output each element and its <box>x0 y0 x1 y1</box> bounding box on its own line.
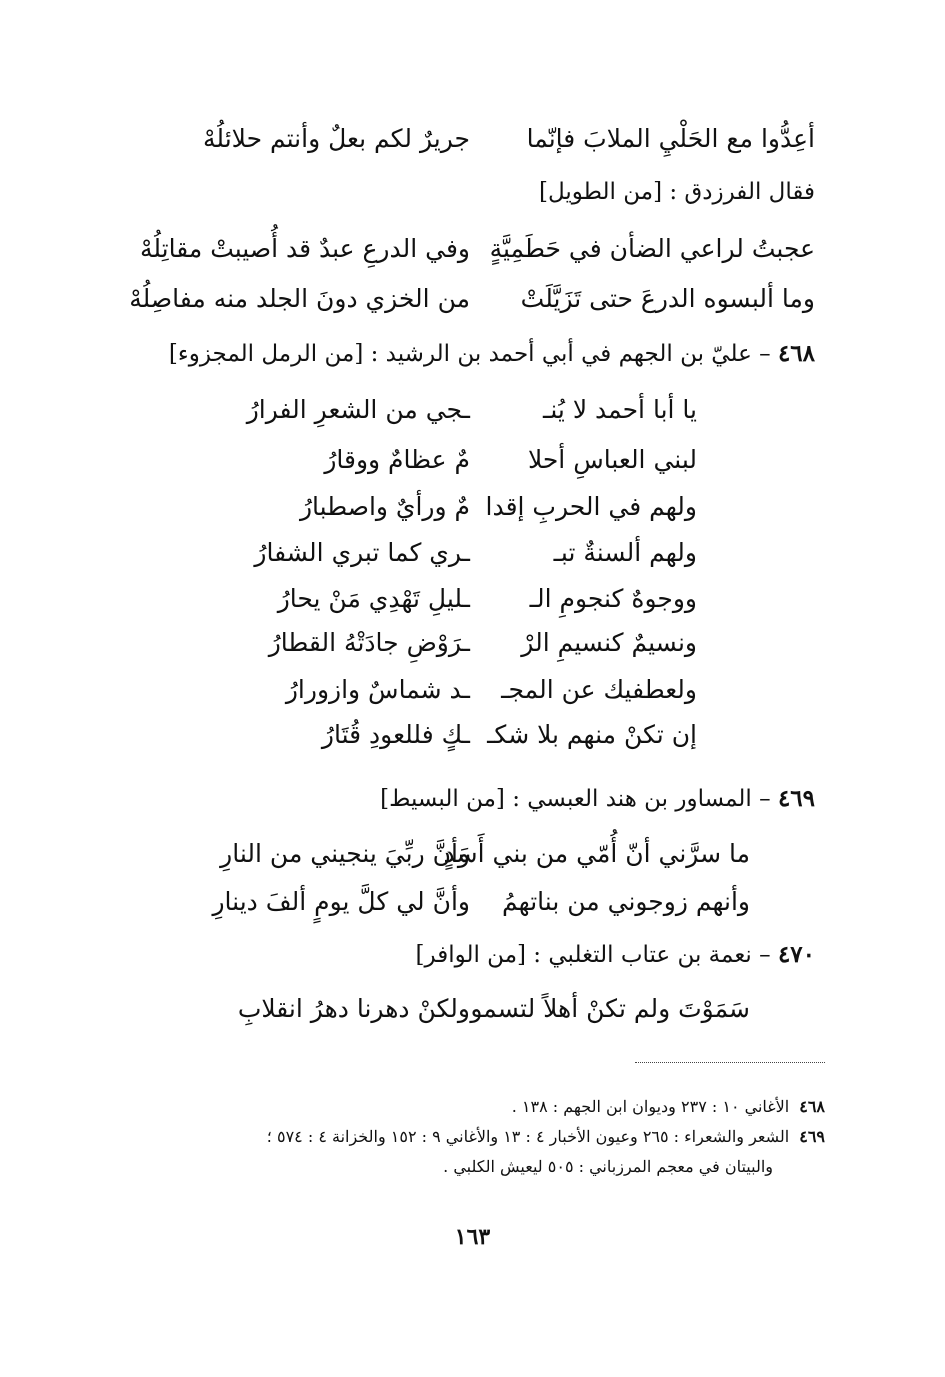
section-heading <box>380 783 815 815</box>
footnote-text: والبيتان في معجم المرزباني : ٥٠٥ ليعيش الكلبي . <box>443 1157 773 1176</box>
section-title: – عليّ بن الجهم في أبي أحمد بن الرشيد : [من الرمل المجزوء] <box>168 341 771 367</box>
verse-hemistich: وما ألبسوه الدرعَ حتى تَزَيَّلَتْ <box>520 284 815 313</box>
verse-hemistich: يا أبا أحمد لا يُنـ <box>543 395 697 424</box>
section-title: – نعمة بن عتاب التغلبي : [من الوافر] <box>415 942 771 968</box>
section-heading <box>416 939 815 971</box>
verse-hemistich: ـرَوْضِ جادَتْهُ القطارُ <box>268 628 470 657</box>
verse-hemistich: وأنَّ ربِّيَ ينجيني من النارِ <box>220 839 470 868</box>
verse-hemistich: ووجوهٌ كنجومِ الـ <box>529 584 697 613</box>
footnote-separator <box>635 1062 825 1063</box>
verse-hemistich: عجبتُ لراعي الضأن في حَطَمِيَّةٍ <box>489 234 815 263</box>
intro-line: فقال الفرزدق : [من الطويل] <box>539 179 815 205</box>
verse-hemistich: ـكٍ فللعودِ قُتَارُ <box>321 720 470 749</box>
page-number: ١٦٣ <box>454 1224 491 1250</box>
verse-hemistich: ـليلِ تَهْدِي مَنْ يحارُ <box>277 584 470 613</box>
verse-hemistich: جريرٌ لكم بعلٌ وأنتم حلائلُهْ <box>203 124 470 153</box>
verse-hemistich: سَمَوْتَ ولم تكنْ أهلاً لتسمو <box>470 994 750 1023</box>
verse-hemistich: ـري كما تبري الشفارُ <box>254 538 470 567</box>
verse-hemistich: ونسيمٌ كنسيمِ الرْ <box>521 628 697 657</box>
footnote-number: ٤٦٨ <box>799 1097 825 1116</box>
section-title: – المساور بن هند العبسي : [من البسيط] <box>380 786 771 812</box>
section-heading <box>169 338 815 370</box>
section-number: ٤٦٩ <box>777 785 815 812</box>
footnote-number: ٤٦٩ <box>799 1127 825 1146</box>
footnote-text: الشعر والشعراء : ٢٦٥ وعيون الأخبار ٤ : ١٣ والأغاني ٩ : ١٥٢ والخزانة ٤ : ٥٧٤ ؛ <box>266 1127 790 1146</box>
verse-hemistich: ـد شماسٌ وازورارُ <box>285 675 470 704</box>
verse-hemistich: ولهم في الحربِ إقدا <box>485 492 697 521</box>
verse-hemistich: وأنهم زوجوني من بناتهمُ <box>502 887 750 916</box>
footnote <box>512 1096 825 1118</box>
section-number: ٤٧٠ <box>777 941 815 968</box>
verse-hemistich: ولعطفيك عن المجـ <box>501 675 697 704</box>
verse-hemistich: لبني العباسِ أحلا <box>527 445 697 474</box>
verse-hemistich: أعِدُّوا مع الحَلْيِ الملابَ فإنّما <box>526 124 815 153</box>
verse-hemistich: مٌ عظامٌ ووقارُ <box>324 445 470 474</box>
verse-hemistich: ولهم ألسنةٌ تبـ <box>553 538 697 567</box>
section-number: ٤٦٨ <box>777 340 815 367</box>
verse-hemistich: مٌ ورأيٌ واصطبارُ <box>299 492 470 521</box>
verse-hemistich: ما سرَّني أنّ أُمّي من بني أَسَدٍ <box>443 839 750 868</box>
verse-hemistich: وفي الدرعِ عبدٌ قد أُصيبتْ مقاتِلُهْ <box>139 234 470 263</box>
verse-hemistich: ولكنْ دهرنا دهرُ انقلابِ <box>237 994 470 1023</box>
verse-hemistich: وأنَّ لي كلَّ يومٍ ألفَ دينارِ <box>212 887 470 916</box>
footnote <box>267 1126 825 1148</box>
verse-hemistich: ـجي من الشعرِ الفرارُ <box>246 395 470 424</box>
verse-hemistich: من الخزي دونَ الجلد منه مفاصِلُهْ <box>129 284 470 313</box>
verse-hemistich: إن تكنْ منهم بلا شكـ <box>487 720 697 749</box>
footnote-text: الأغاني ١٠ : ٢٣٧ وديوان ابن الجهم : ١٣٨ . <box>511 1097 790 1116</box>
footnote-continuation <box>443 1156 773 1178</box>
